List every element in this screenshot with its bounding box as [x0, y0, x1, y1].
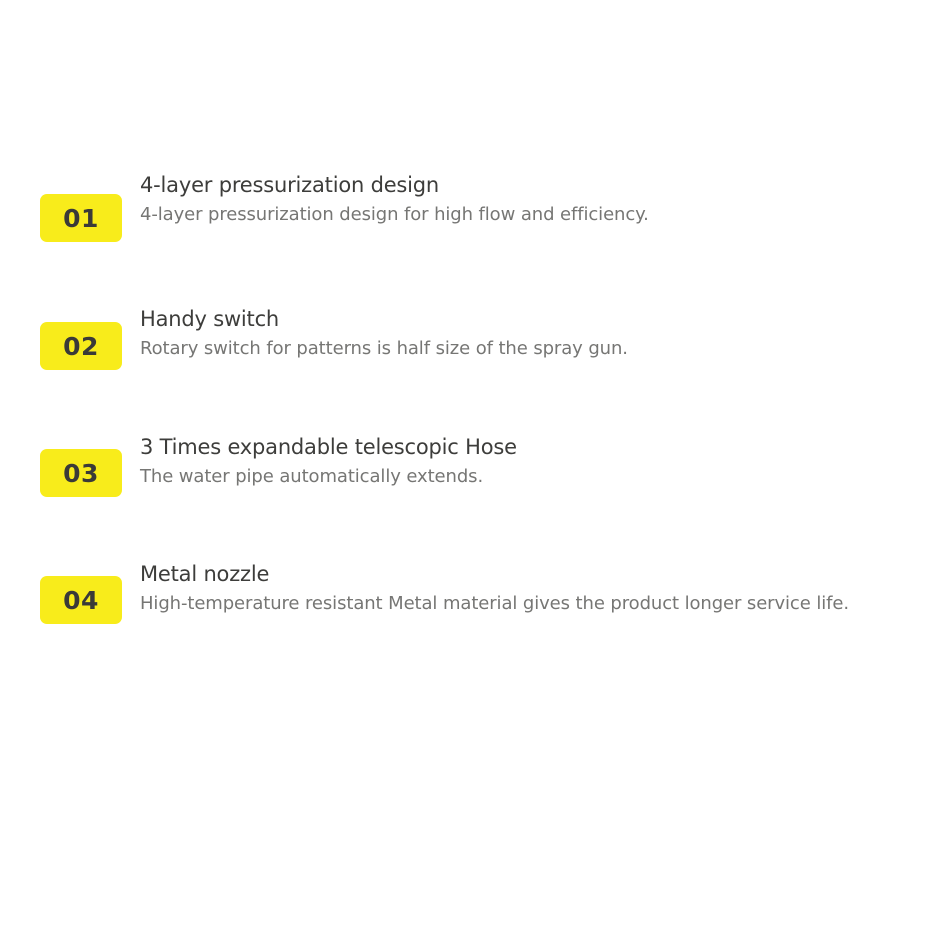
feature-description: Rotary switch for patterns is half size of the spray gun.	[140, 337, 628, 359]
feature-text-block	[122, 434, 890, 489]
feature-item	[40, 424, 890, 497]
feature-number-badge: 04	[40, 576, 122, 624]
feature-item	[40, 294, 890, 370]
feature-description: High-temperature resistant Metal material gives the product longer service life.	[140, 592, 849, 614]
feature-title: 4-layer pressurization design	[140, 173, 440, 197]
feature-number-badge: 03	[40, 449, 122, 497]
feature-item	[40, 172, 890, 242]
feature-text-block	[122, 172, 890, 227]
feature-title: Metal nozzle	[140, 562, 270, 586]
feature-number-badge: 02	[40, 322, 122, 370]
feature-text-block	[122, 561, 890, 616]
feature-title: 3 Times expandable telescopic Hose	[140, 435, 517, 459]
feature-description: 4-layer pressurization design for high flow and efficiency.	[140, 203, 649, 225]
feature-description: The water pipe automatically extends.	[140, 465, 484, 487]
feature-number-badge: 01	[40, 194, 122, 242]
feature-list	[40, 172, 890, 624]
feature-item	[40, 547, 890, 624]
feature-text-block	[122, 306, 890, 361]
feature-title: Handy switch	[140, 307, 280, 331]
